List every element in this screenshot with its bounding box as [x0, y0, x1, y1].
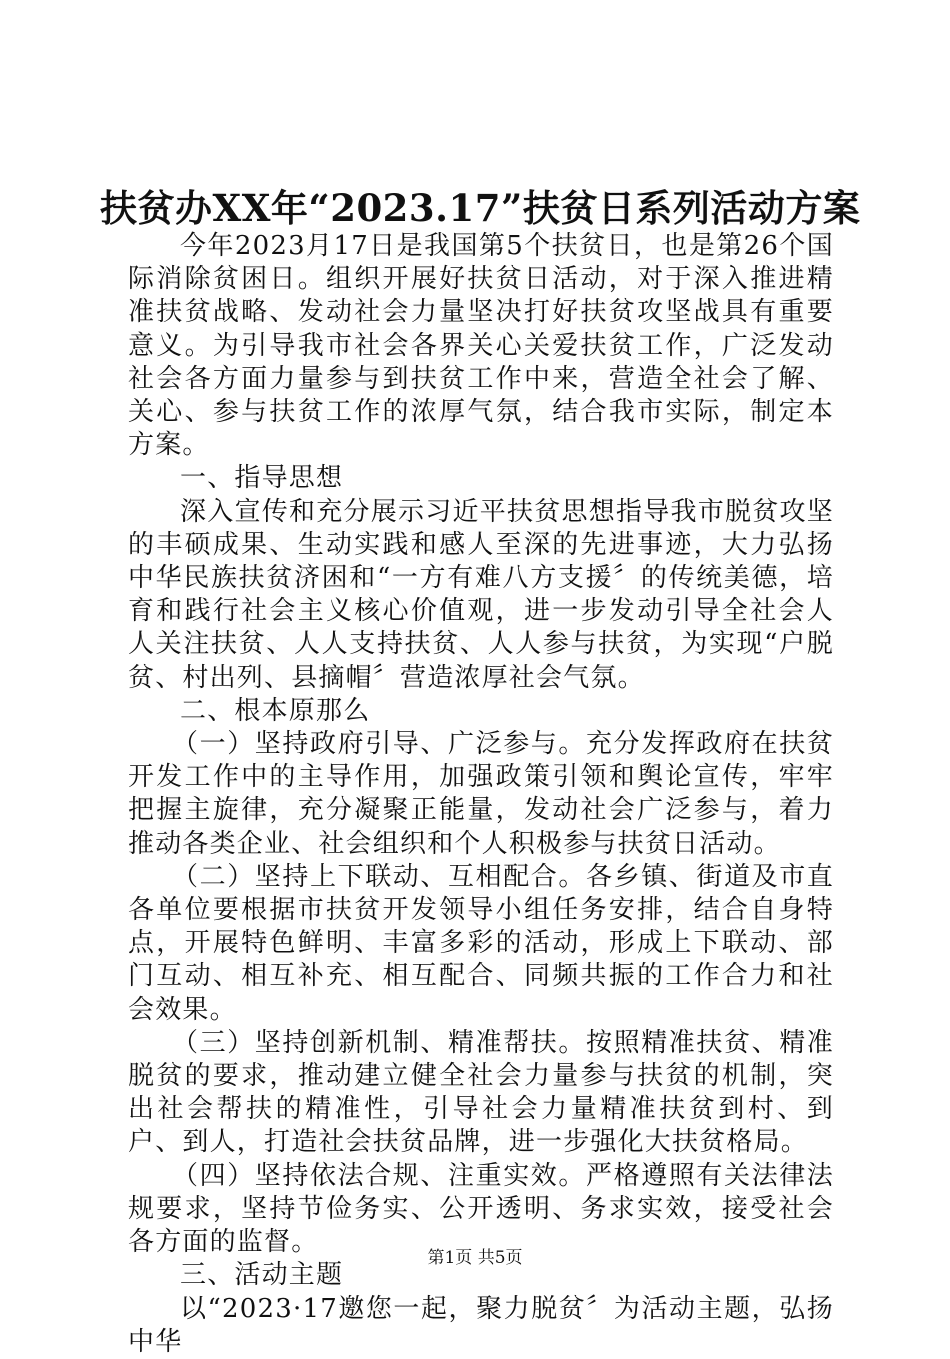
body-paragraph: 深入宣传和充分展示习近平扶贫思想指导我市脱贫攻坚的丰硕成果、生动实践和感人至深的先进事迹，大力弘扬中华民族扶贫济困和“一方有难八方支援〞的传统美德，培育和践行社会主义核心价值观，进一步发动引导全社会人人关注扶贫、人人支持扶贫、人人参与扶贫，为实现“户脱贫、村出列、县摘帽〞营造浓厚社会气氛。: [128, 496, 834, 693]
intro-paragraph: 今年2023月17日是我国第5个扶贫日，也是第26个国际消除贫困日。组织开展好扶贫日活动，对于深入推进精准扶贫战略、发动社会力量坚决打好扶贫攻坚战具有重要意义。为引导我市社会各界关心关爱扶贫工作，广泛发动社会各方面力量参与到扶贫工作中来，营造全社会了解、关心、参与扶贫工作的浓厚气氛，结合我市实际，制定本方案。: [128, 231, 834, 461]
principle-item: （三）坚持创新机制、精准帮扶。按照精准扶贫、精准脱贫的要求，推动建立健全社会力量参与扶贫的机制，突出社会帮扶的精准性，引导社会力量精准扶贫到村、到户、到人，打造社会扶贫品牌，进一步强化大扶贫格局。: [128, 1027, 834, 1158]
page-footer: 第1页 共5页: [427, 1248, 523, 1268]
section-heading: 二、根本原那么: [180, 695, 371, 726]
document-title: 扶贫办XX年“2023.17”扶贫日系列活动方案: [100, 186, 861, 230]
body-paragraph: 以“2023·17邀您一起，聚力脱贫〞为活动主题，弘扬中华: [128, 1293, 834, 1357]
principle-item: （一）坚持政府引导、广泛参与。充分发挥政府在扶贫开发工作中的主导作用，加强政策引领和舆论宣传，牢牢把握主旋律，充分凝聚正能量，发动社会广泛参与，着力推动各类企业、社会组织和个人积极参与扶贫日活动。: [128, 729, 834, 859]
section-heading: 三、活动主题: [180, 1260, 344, 1291]
principle-item: （二）坚持上下联动、互相配合。各乡镇、街道及市直各单位要根据市扶贫开发领导小组任务安排，结合自身特点，开展特色鲜明、丰富多彩的活动，形成上下联动、部门互动、相互补充、相互配合、同频共振的工作合力和社会效果。: [128, 861, 834, 1025]
document-body: [128, 230, 834, 1359]
section-heading: 一、指导思想: [180, 463, 344, 494]
principle-item: （四）坚持依法合规、注重实效。严格遵照有关法律法规要求，坚持节俭务实、公开透明、务求实效，接受社会各方面的监督。: [128, 1160, 834, 1258]
